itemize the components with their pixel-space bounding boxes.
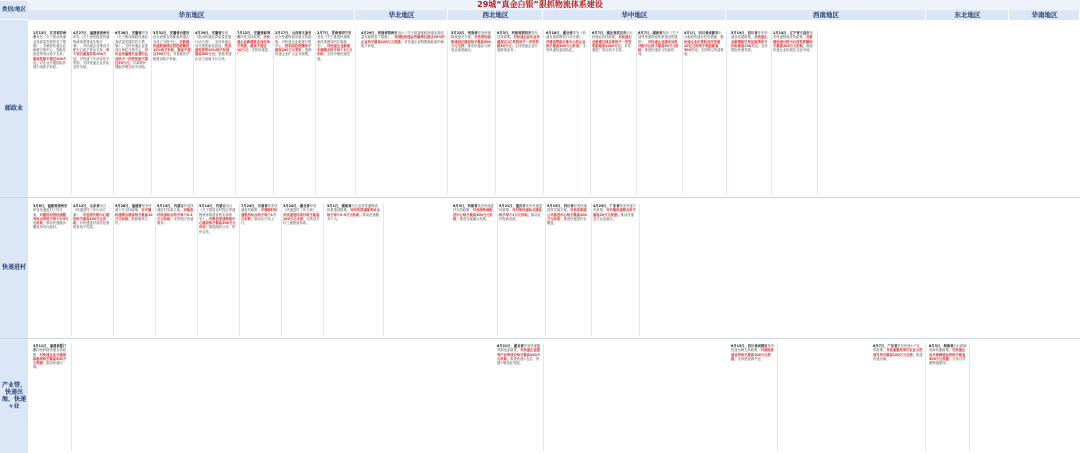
policy-lead: 3月24日，湖北省 (283, 204, 310, 208)
policy-highlight: 对县级快递物流园区建设给予最高500万元支持； (451, 35, 491, 48)
policy-tail: 推动快递服务下沉。 (327, 212, 379, 221)
policy-lead: 4月1日，四川省成都市 (684, 31, 719, 35)
policy-body: 出台邮政快递业扶持措施， (684, 31, 722, 40)
policy-tail: 完善县乡村三级物流体系。 (283, 216, 320, 226)
policy-lead: 6月21日，湖北省 (497, 344, 524, 348)
policy-highlight: 对快递企业建设县级共配中心给予最高50万元补贴； (638, 39, 679, 53)
policy-body: 发布快递进村支持政策， (453, 204, 494, 213)
policy-body: 出台农村寄递物流体系建设措施， (327, 204, 378, 213)
policy-highlight: 对建设村级快递服务站点的给予每个0.5万元补助； (33, 212, 69, 226)
policy-body: 印发快递进村实施方案， (157, 204, 194, 213)
policy-tail: 对智能快件箱建设给予补助。 (153, 52, 190, 61)
policy-tail: 对快递企业购置新能源车辆给予补贴。 (361, 39, 444, 48)
policy-tail: 支持快递企业开展跨境业务。 (497, 43, 538, 53)
policy-lead: 6月7日，湖南省 (638, 31, 663, 35)
policy-highlight: 对村级快递站点建设给予每个1万元补贴； (499, 208, 542, 217)
policy-cell (32, 30, 70, 195)
policy-cell (326, 203, 382, 336)
policy-body: 发布快递+产业带政策， (873, 344, 920, 353)
policy-cell (496, 30, 542, 195)
policy-cell (156, 203, 196, 336)
policy-body: 发布快递物流扶持政策， (773, 31, 813, 40)
policy-tail: 对快递进村成效显著的县给予奖励。 (73, 221, 110, 230)
policy-tail: 支持快递包装绿色化。 (546, 43, 586, 53)
policy-highlight: 对快递企业开展跨境业务给予最高300万元奖励； (929, 348, 966, 361)
policy-tail: 鼓励快递企业拓展东北亚市场。 (773, 43, 813, 53)
policy-body: 印发支持政策， (240, 35, 264, 40)
policy-lead: 5月21日，重庆市 (499, 204, 526, 208)
policy-body: 印发《快递进村工作方案》， (283, 204, 320, 213)
policy-cell (450, 30, 494, 195)
policy-lead: 7月12日，安徽省蚌埠市 (237, 31, 271, 40)
policy-lead: 5月14日，内蒙古 (199, 204, 226, 208)
policy-lead: 1月14日，辽宁省大连市 (773, 31, 810, 35)
policy-lead: 6月7日，湖北省武汉市 (592, 31, 627, 35)
policy-body: 发布《推动快递业高质量发展行动方案》，支持快递企业开展智能化改造， (195, 31, 232, 48)
policy-body: 出台快递物流发展支持措施，对快递企业新建分拨中心， (275, 35, 312, 48)
policy-lead: 3月8日，福建省漳州市 (33, 204, 68, 208)
policy-highlight: 对乡镇快递网点给予最高20万元奖励； (593, 208, 636, 217)
policy-lead: 5月13日，内蒙古 (157, 204, 184, 208)
column-divider (817, 30, 818, 195)
policy-cell (637, 30, 681, 195)
page-title: 29城“真金白银”狠抓物流体系建设 (477, 0, 603, 9)
column-divider (543, 30, 544, 195)
policy-tail: 推动农村电商发展。 (499, 212, 541, 221)
policy-tail: 推动快递业与制造业深度融合。 (451, 43, 491, 53)
policy-lead: 7月24日，甘肃省 (241, 204, 268, 208)
policy-tail: 支持牧区快递服务。 (157, 216, 194, 226)
policy-tail: 推进邮快合作、快快合作。 (199, 225, 236, 234)
policy-highlight: 对快递企业服务产业带项目给予最高200万元补贴； (497, 348, 541, 361)
policy-cell (498, 203, 544, 336)
policy-body: 发布快递下乡支持政策， (115, 204, 152, 213)
policy-lead: 4月29日，河南省郑州市 (361, 31, 398, 35)
policy-lead: 6月3日，河南省 (453, 204, 478, 208)
policy-highlight: 对快递企业年业务量超过1亿件的给予一次性奖励50万元； (497, 35, 540, 48)
policy-highlight: 对旗县寄递物流中心建设给予最高200万元补助； (199, 216, 236, 230)
region-label-dongbei: 东北地区 (954, 11, 981, 19)
policy-lead: 5月19日，四川省 (731, 31, 758, 35)
policy-highlight: 对建制村快递服务站点给予每个1万元补助； (241, 208, 278, 221)
column-divider (355, 30, 356, 195)
row-label-youzheng: 邮政业 (0, 20, 28, 197)
row-label-chanye: 产业带、快递出海、快递+业 (0, 339, 28, 453)
policy-lead: 6月7日，广东省 (873, 344, 898, 348)
policy-lead: 6月18日，湖北省 (546, 31, 573, 35)
policy-body: 发布快递进村政策， (241, 204, 278, 213)
policy-body: 印发跨境快递支持政策， (33, 348, 66, 357)
column-divider (777, 343, 778, 451)
policy-cell (591, 30, 635, 195)
policy-cell (545, 30, 589, 195)
row-divider (0, 338, 1080, 339)
policy-tail: 推进快递出海。 (873, 352, 923, 361)
policy-tail: 推进交邮融合发展。 (459, 216, 490, 221)
policy-body: 印发《关于加快推进快递物流体系建设实施方案》，对快递企业建设共配中心给予资金支持， (73, 35, 110, 53)
policy-lead: 2月17日，山西省太原市 (275, 31, 312, 35)
policy-lead: 5月19日，四川省 (547, 204, 574, 208)
policy-body: 发布《关于加快快递物流体系建设的通知》， (638, 31, 679, 44)
policy-body: 发布快递出海支持政策， (731, 344, 775, 353)
policy-tail: 推进快递业与电商协同。 (638, 48, 675, 57)
policy-tail: 对快递进厂项目给予支持。 (592, 43, 631, 53)
policy-tail: 支持自贸港物流建设。 (929, 356, 966, 366)
policy-highlight: 按实际投资额给予最高200万元奖补； (275, 43, 312, 53)
policy-tail: 鼓励邮快合作。 (115, 216, 148, 226)
policy-highlight: 对县级物流配送中心给予最高300万元补贴； (453, 208, 493, 221)
column-divider (323, 203, 324, 336)
policy-cell (928, 343, 968, 451)
policy-body: 印发快递物流提升方案， (451, 31, 491, 40)
policy-cell (282, 203, 322, 336)
policy-tail: 推动快递出海。 (33, 361, 63, 370)
policy-lead: 4月27日，福建省泉州市 (73, 31, 110, 35)
region-label-huazhong: 华中地区 (621, 11, 648, 19)
policy-highlight: 对新建快递分拨中心按投资额给予最高300万元补贴； (773, 35, 813, 48)
policy-cell (152, 30, 192, 195)
policy-tail: 支持建设海外仓。 (737, 356, 764, 361)
policy-body: 印发《关于推动邮政快递业高质量发展的若干措施》，支持快递企业建设区域性分拨中心， (115, 31, 149, 53)
policy-body: 出台《关于促进邮政快递业高质量发展的若干措施》， (361, 31, 444, 40)
policy-lead: 4月25日，广东省 (593, 204, 620, 208)
column-divider (447, 30, 448, 195)
policy-tail: 支持快递进厂。 (237, 48, 268, 57)
policy-lead: 4月12日，山东省 (73, 204, 100, 208)
row-divider (0, 197, 1080, 198)
policy-highlight: 对乡镇快递网点建设给予最高10万元补贴； (115, 208, 153, 221)
policy-tail: 对新增快递服务网点给予补助。 (115, 61, 148, 70)
column-divider (969, 343, 970, 451)
policy-cell (316, 30, 354, 195)
policy-body: 发布快递下乡政策， (593, 204, 637, 213)
policy-tail: 推进快递进村全覆盖。 (547, 216, 587, 226)
policy-cell (772, 30, 816, 195)
policy-lead: 6月28日，安徽省 (115, 31, 142, 35)
policy-lead: 6月3日，河南省洛阳市 (497, 31, 532, 35)
policy-highlight: 对村级寄递服务站点给予每个0.5万元补助； (327, 208, 380, 217)
policy-cell (72, 30, 112, 195)
policy-cell (114, 30, 150, 195)
policy-lead: 3月31日，安徽省合肥市 (153, 31, 190, 35)
policy-cell (730, 343, 776, 451)
policy-body: 出台政策支持邮政快递企业设立分拨中心， (153, 35, 190, 44)
policy-body: 发布《关于推进快递物流体系建设的实施意见》， (317, 35, 350, 48)
policy-lead: 6月13日，四川省成都市 (731, 344, 768, 348)
policy-tail: 推进快递+农业、快递+制造业发展。 (497, 356, 540, 366)
row-label-kuaidi: 快递进村 (0, 198, 28, 338)
region-label-huanan: 华南地区 (1031, 11, 1058, 19)
policy-cell (452, 203, 496, 336)
policy-tail: 推动快递服务覆盖所有行政村。 (33, 221, 66, 230)
column-divider (726, 30, 727, 195)
policy-cell (114, 203, 154, 336)
policy-lead: 3月11日，福建省厦门市 (33, 344, 67, 353)
policy-cell (194, 30, 234, 195)
policy-cell (236, 30, 272, 195)
policy-tail: 对快递下乡项目给予奖励，支持快递企业开拓农村市场。 (73, 56, 110, 70)
policy-body: 印发快递进村实施方案， (547, 204, 587, 213)
column-divider (71, 343, 72, 451)
policy-body: 发布快递进村政策， (499, 204, 543, 213)
policy-cell (496, 343, 542, 451)
policy-lead: 5月22日，河南省 (451, 31, 478, 35)
policy-highlight: 对快递企业新建末端网点给予每个1万元补贴； (317, 43, 353, 57)
policy-highlight: 对县级寄递公共配送中心给予最高200万元补助； (547, 208, 587, 221)
policy-highlight: 单个项目最高补助100万元； (73, 48, 110, 61)
policy-body: 出台《关于推进农村牧区寄递物流体系建设的实施意见》， (199, 204, 236, 221)
policy-body: 发布《关于推动快递业高质量发展的若干措施》，对邮政快递企业新增分拣中心、智能化改造等项目给予支持， (33, 35, 66, 57)
policy-body: 印发《快递业提质增效行动方案》， (546, 31, 586, 40)
policy-tail: 支持国际快递发展。 (731, 43, 768, 53)
policy-highlight: 对快递进村项目给予最高100万元支持； (283, 212, 320, 221)
policy-lead: 1月13日，江苏省苏州市 (33, 31, 67, 40)
policy-cell (274, 30, 314, 195)
policy-cell (592, 203, 638, 336)
policy-lead: 2月7日，青海省西宁市 (317, 31, 352, 35)
policy-cell (872, 343, 924, 451)
policy-tail: 对企业开通国际快递专线给予补贴。 (33, 61, 66, 70)
column-divider (925, 343, 926, 451)
policy-highlight: 最高奖励不超过200万元； (33, 56, 67, 66)
policy-lead: 5月1日，湖南省 (327, 204, 352, 208)
policy-tail: 推动快递业与农业融合。 (593, 212, 634, 221)
policy-highlight: 对快递企业年营收首次突破10亿元的给予奖励最高500万元； (684, 35, 724, 53)
policy-highlight: 对快递企业新增航空货运航线给予补贴最高100万元； (731, 35, 768, 48)
policy-cell (240, 203, 280, 336)
column-divider (383, 203, 384, 336)
policy-highlight: 对快递企业新建区域总部给予一次性奖励最高1000万元； (592, 35, 632, 48)
policy-highlight: 对嘎查村快递站点给予每个0.3万元补贴； (157, 208, 194, 221)
policy-highlight: 对年业务量增长显著的企业给予一次性奖励不超过50万元； (115, 48, 148, 66)
policy-body: 出台跨境电商快递政策， (929, 344, 967, 353)
region-label-xibei: 西北地区 (482, 11, 509, 19)
policy-tail: 支持航空快递发展。 (684, 48, 724, 57)
policy-cell (32, 343, 70, 451)
policy-highlight: 对新建快递物流园区按投资额的10%给予补贴，最高不超过300万元； (153, 39, 191, 57)
policy-cell (546, 203, 590, 336)
policy-highlight: 对建设智能分拣中心的企业给予最高300万元补助； (546, 39, 586, 48)
policy-body: 印发快递进村工作方案， (33, 208, 63, 217)
policy-lead: 5月28日，福建省 (115, 204, 142, 208)
column-divider (543, 343, 544, 451)
policy-lead: 4月29日，安徽省 (195, 31, 222, 35)
policy-cell (360, 30, 446, 195)
policy-highlight: 对快递服务现代农业示范项目给予最高100万元支持； (873, 348, 923, 357)
policy-body: 发布扶持政策， (497, 31, 538, 40)
policy-cell (32, 203, 70, 336)
policy-body: 印发快递服务制造业政策， (497, 344, 541, 353)
policy-highlight: 对县级共配中心建设给予最高100万元补助； (73, 212, 110, 226)
policy-highlight: 对快递企业新增就业岗位给予奖励，最高不超过10万元； (237, 35, 270, 53)
policy-highlight: 对国际快递业务量增长超过20%的企业给予最高100万元奖励； (361, 35, 445, 44)
region-label-xinan: 西南地区 (813, 11, 839, 19)
column-divider (639, 203, 640, 336)
policy-body: 出台快递业扶持政策， (592, 31, 633, 40)
policy-tail: 推动农产品上行。 (241, 216, 274, 226)
policy-highlight: 对快递企业开通国际航线给予最高500万元奖励； (33, 352, 67, 366)
region-label-huabei: 华北地区 (388, 11, 415, 19)
policy-highlight: 按设备投资的20%给予补贴，最高500万元； (195, 43, 233, 57)
policy-cell (683, 30, 725, 195)
policy-tail: 支持冷链快递发展。 (317, 52, 350, 61)
policy-cell (198, 203, 238, 336)
policy-body: 出台《快递进村三年行动方案》， (73, 204, 107, 217)
policy-body: 发布快递业发展政策， (731, 31, 768, 40)
policy-lead: 8月3日，海南省 (929, 344, 954, 348)
region-label-huadong: 华东地区 (178, 11, 205, 19)
policy-highlight: 对国际快递业务给予最高100万元奖励； (731, 348, 774, 361)
policy-tail: 鼓励寄递企业与电商平台合作。 (195, 52, 232, 61)
policy-cell (72, 203, 112, 336)
policy-tail: 鼓励快递企业扩大业务规模。 (275, 48, 312, 57)
policy-cell (730, 30, 770, 195)
corner-header: 类别/地区 (0, 1, 28, 19)
